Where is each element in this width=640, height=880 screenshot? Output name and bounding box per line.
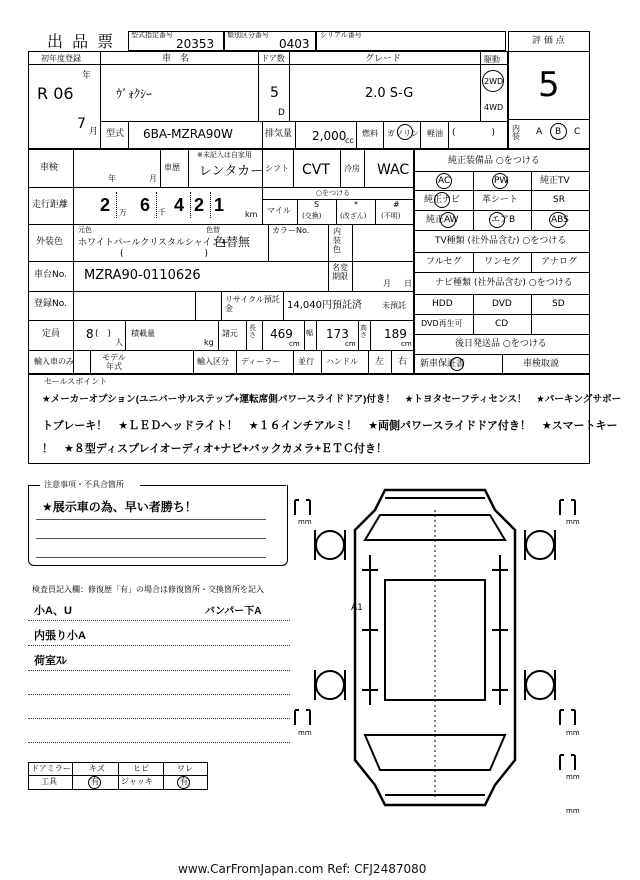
length-label: 長さ	[249, 324, 256, 339]
diesel-label: 軽油	[427, 129, 443, 138]
height-label: 高さ	[360, 324, 367, 339]
footer-watermark: www.CarFromJapan.com Ref: CFJ2487080	[178, 862, 427, 876]
mm-label: mm	[566, 807, 580, 815]
class-no: 0403	[279, 37, 310, 51]
equip-airbag-circle	[489, 212, 505, 228]
recycle-amount: 14,040円預託済	[287, 300, 362, 311]
inspector-line: 内張り小A	[34, 630, 86, 642]
car-name-label: 車 名	[162, 54, 190, 64]
door-type: D	[278, 108, 285, 118]
name-change-month: 月	[383, 279, 391, 288]
mm-label: mm	[566, 729, 580, 737]
doc-warranty-circle	[450, 357, 464, 371]
equip-aw: 純正AW	[426, 215, 459, 225]
mm-label: mm	[566, 518, 580, 526]
nav-sd: SD	[552, 299, 565, 309]
shaken-year-unit: 年	[108, 174, 116, 183]
handle-right: 右	[398, 357, 408, 367]
interior-label: 内装	[512, 124, 520, 141]
model-cert-label: 型式指定番号	[131, 31, 173, 39]
capacity-unit: 人	[115, 338, 123, 347]
interior-grade-a: A	[536, 127, 543, 137]
name-change-label: 名変期限	[332, 263, 348, 281]
equip-leather: 革シート	[482, 195, 519, 205]
mileage-digit: 2	[194, 195, 205, 215]
load-label: 積載量	[131, 329, 155, 338]
meter-option-star: *	[354, 200, 358, 209]
doc-header: 後日発送品 ○をつける	[455, 339, 547, 349]
capacity-value: 8	[86, 327, 94, 341]
displacement-unit: cc	[345, 136, 354, 145]
grade-label: グレード	[365, 54, 402, 64]
car-damage-diagram	[290, 470, 590, 820]
mileage-digit: 2	[100, 195, 111, 215]
tv-header: TV種類 (社外品含む) ○をつける	[435, 236, 567, 246]
displacement-label: 排気量	[265, 129, 293, 139]
nav-dvd-play: DVD再生可	[421, 319, 463, 328]
sales-points-label: セールスポイント	[44, 377, 108, 386]
recycle-label: リサイクル預託金	[225, 295, 280, 314]
model-year-label: モデル年式	[102, 353, 126, 372]
equip-navi: 純正ナビ	[424, 195, 461, 205]
shift-label: シフト	[265, 164, 289, 173]
usage-label: 車歴	[164, 163, 180, 172]
color-label: 外装色	[36, 237, 64, 247]
sales-line: ！ ★８型ディスプレイオーディオ+ナビ+バックカメラ+ＥＴＣ付き！	[42, 443, 388, 455]
nav-header: ナビ種類 (社外品含む) ○をつける	[435, 278, 573, 288]
acc-tools-value: 有	[91, 777, 99, 786]
acc-tools: 工具	[41, 777, 57, 786]
mile-label: マイル	[267, 206, 291, 215]
color-change-label: 色替	[206, 226, 220, 234]
mileage-unit: km	[245, 210, 258, 219]
name-change-day: 日	[404, 279, 412, 288]
mileage-label: 走行距離	[32, 200, 69, 210]
mileage-digit: 1	[214, 195, 225, 215]
import-category-label: 輸入区分	[197, 357, 229, 366]
drive-4wd: 4WD	[484, 103, 504, 112]
equip-airbag: エアB	[491, 215, 516, 225]
mileage-sen: 千	[158, 208, 166, 217]
equip-navi-circle	[434, 192, 450, 208]
inspector-label: 検査員記入欄：修復歴「有」の場合は修復箇所・交換箇所を記入	[32, 585, 264, 594]
handle-label: ハンドル	[326, 357, 358, 366]
serial-label: シリアル番号	[320, 31, 362, 39]
first-reg-month: 7	[77, 116, 86, 132]
page-title: 出 品 票	[47, 32, 116, 51]
grade-value: 2.0 S-G	[365, 86, 414, 101]
spec-label: 諸元	[222, 329, 238, 338]
mm-label: mm	[298, 518, 312, 526]
interior-grade-c: C	[574, 127, 581, 137]
mileage-digit: 6	[140, 195, 151, 215]
fuel-gasoline: ガソリン	[387, 129, 419, 138]
doc-manual: 車検取説	[523, 359, 560, 369]
first-reg-label: 初年度登録	[41, 54, 81, 63]
height-unit: cm	[401, 340, 412, 348]
nav-dvd: DVD	[492, 299, 512, 309]
meter-note: ○をつける	[316, 189, 351, 197]
usage-value: レンタカー	[199, 164, 264, 179]
car-name: ｳﾞｫｸｼｰ	[116, 87, 153, 101]
rating-label: 評 価 点	[532, 36, 565, 46]
parallel-option: 並行	[298, 357, 314, 366]
inspector-line: バンパー下A	[205, 606, 262, 617]
class-label: 類別区分番号	[227, 31, 269, 39]
color-no-label: カラーNo.	[272, 226, 310, 235]
first-reg-month-unit: 月	[89, 127, 99, 137]
notes-line1: ★展示車の為、早い者勝ち！	[42, 500, 197, 514]
meter-option-hash: #	[393, 200, 400, 209]
mileage-digit: 4	[174, 195, 185, 215]
equip-ac-circle	[436, 173, 452, 189]
handle-left: 左	[375, 357, 385, 367]
sales-line: トブレーキ！ ★ＬＥＤヘッドライト！ ★１６インチアルミ！ ★両側パワースライドドア付き！ ★スマートキー	[42, 420, 618, 432]
width-label: 幅	[306, 329, 313, 337]
type-code: 6BA-MZRA90W	[143, 127, 233, 141]
nav-cd: CD	[495, 319, 509, 329]
interior-color-label: 内装色	[333, 227, 341, 254]
tv-fullseg: フルセグ	[426, 257, 462, 267]
length-unit: cm	[289, 340, 300, 348]
equip-sr: SR	[553, 195, 565, 205]
ac-value: WAC	[377, 162, 410, 178]
tv-analog: アナログ	[541, 257, 578, 267]
height-value: 189	[384, 327, 407, 341]
equipment-header: 純正装備品 ○をつける	[448, 156, 540, 166]
notes-label: 注意事項・不具合箇所	[44, 480, 124, 489]
first-reg-year-unit: 年	[82, 71, 92, 81]
acc-break: ワレ	[177, 764, 193, 773]
load-unit: kg	[204, 338, 214, 347]
inspector-line: 荷室ｽﾚ	[34, 655, 67, 667]
equip-abs-circle	[549, 212, 567, 228]
rating-score: 5	[538, 65, 560, 105]
original-color-label: 元色	[78, 226, 92, 234]
diesel-paren: ( )	[452, 128, 496, 138]
mm-label: mm	[298, 729, 312, 737]
dealer-option: ディーラー	[241, 357, 281, 366]
acc-scratch: キズ	[89, 764, 105, 773]
usage-note: ※未記入は自家用	[197, 151, 252, 159]
import-label: 輸入車のみ	[34, 357, 74, 366]
capacity-label: 定員	[42, 329, 61, 339]
nav-hdd: HDD	[432, 299, 453, 309]
tv-oneseg: ワンセグ	[484, 257, 521, 267]
equip-ac: AC	[438, 176, 451, 186]
mileage-man: 万	[119, 208, 127, 217]
damage-mark-a1: A1	[351, 603, 363, 613]
drive-2wd-circle	[482, 70, 504, 92]
mm-label: mm	[566, 773, 580, 781]
equip-pw-circle	[492, 173, 508, 189]
recycle-unpaid: 未預託	[382, 301, 406, 310]
equip-aw-circle	[440, 212, 456, 228]
meter-desc-exchange: (交換)	[302, 212, 322, 220]
inspector-line: 小A、U	[34, 605, 72, 617]
notes-bracket	[28, 485, 288, 566]
equip-pw: PW	[494, 176, 509, 186]
first-reg-era: R 06	[37, 84, 74, 103]
acc-tools-circle	[88, 776, 101, 789]
acc-jack: ジャッキ	[121, 777, 153, 786]
doc-warranty: 新車保証書	[420, 359, 466, 369]
shaken-label: 車検	[40, 163, 59, 173]
door-count: 5	[270, 85, 279, 101]
length-value: 469	[270, 327, 293, 341]
meter-desc-tamper: (改ざん)	[340, 212, 367, 220]
equip-tv: 純正TV	[540, 176, 570, 186]
acc-crack: ヒビ	[133, 764, 149, 773]
type-label: 型式	[106, 129, 125, 139]
shaken-month-unit: 月	[149, 174, 157, 183]
chassis-value: MZRA90-0110626	[84, 268, 201, 283]
shift-value: CVT	[302, 162, 330, 178]
registration-label: 登録No.	[34, 299, 67, 309]
door-label: ドア数	[261, 54, 285, 63]
displacement-value: 2,000	[312, 129, 347, 143]
width-value: 173	[326, 327, 349, 341]
interior-grade-b: B	[555, 127, 562, 137]
color-change-value: 色替無	[214, 235, 251, 249]
ac-label: 冷房	[344, 164, 360, 173]
drive-label: 駆動	[484, 55, 500, 64]
fuel-label: 燃料	[362, 129, 378, 138]
acc-jack-circle	[177, 776, 190, 789]
acc-jack-value: 有	[180, 777, 188, 786]
capacity-paren: ( )	[95, 329, 112, 339]
interior-grade-b-circle	[550, 123, 567, 140]
meter-option-s: S	[314, 200, 320, 209]
model-cert-no: 20353	[176, 37, 215, 51]
width-unit: cm	[345, 340, 356, 348]
equip-abs: ABS	[551, 215, 569, 225]
original-color: ホワイトパールクリスタルシャイン+	[78, 238, 229, 248]
sales-line: ★メーカーオプション(ユニバーサルステップ+運転席側パワースライドドア)付き！ ★トヨタセーフティセンス！ ★パーキングサポー	[42, 394, 622, 405]
color-paren: ( )	[120, 249, 209, 259]
meter-desc-unknown: (不明)	[381, 212, 401, 220]
chassis-label: 車台No.	[34, 270, 67, 280]
acc-mirror: ドアミラー	[31, 764, 71, 773]
mileage-digits	[90, 192, 238, 218]
fuel-gasoline-circle	[397, 124, 413, 140]
drive-2wd: 2WD	[484, 77, 504, 86]
